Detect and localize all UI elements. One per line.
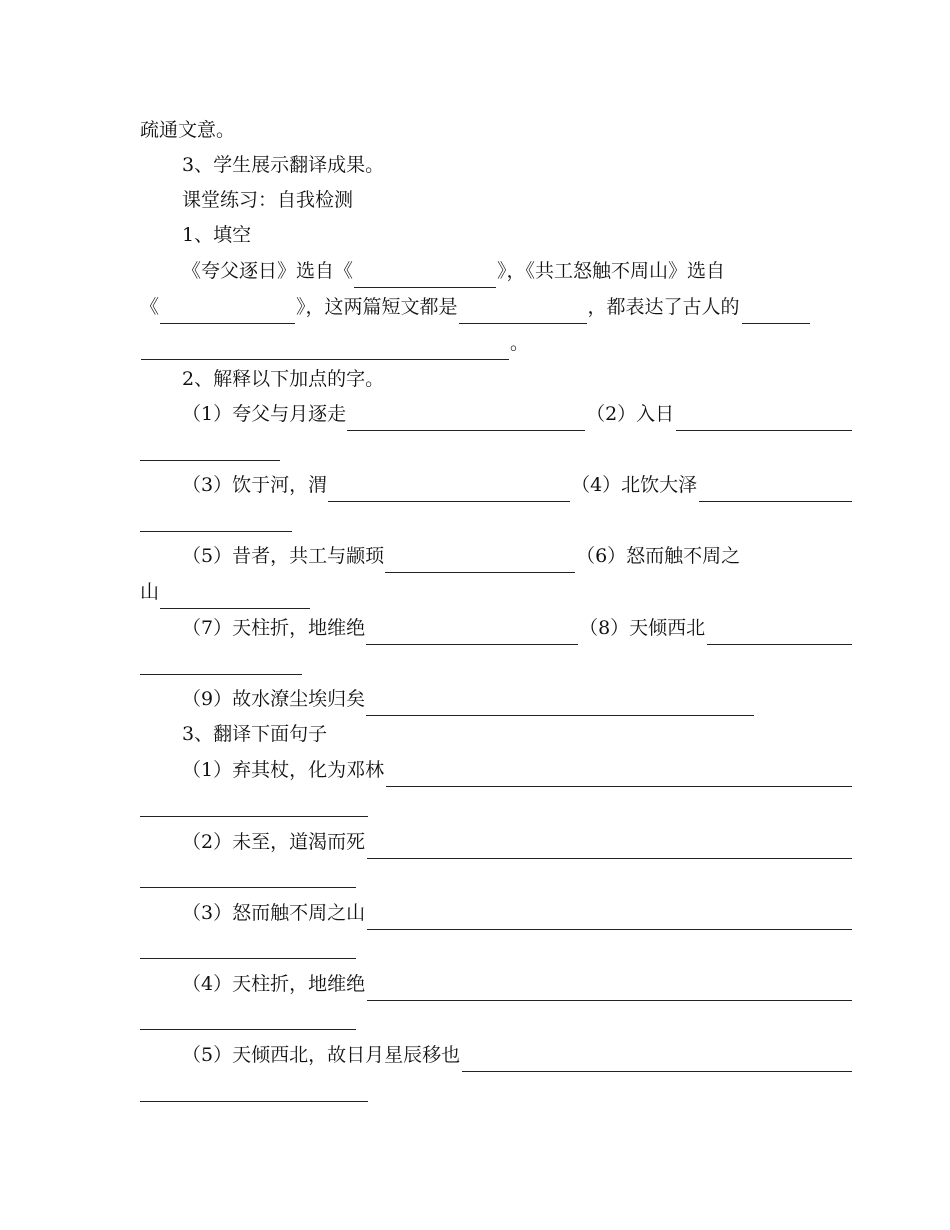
answer-blank-continued[interactable]	[140, 673, 302, 675]
q2-row-1	[140, 397, 854, 431]
answer-blank[interactable]	[386, 761, 852, 787]
q2-row-3-continued	[140, 575, 812, 609]
blank-source-1[interactable]	[354, 263, 496, 288]
answer-blank[interactable]	[676, 405, 852, 431]
q3-item: （2）未至，道渴而死	[182, 831, 366, 853]
answer-blank-continued[interactable]	[140, 1028, 356, 1030]
answer-blank[interactable]	[699, 476, 852, 502]
q3-row-1	[140, 753, 854, 787]
answer-blank[interactable]	[328, 477, 570, 502]
q3-row-5	[140, 1038, 854, 1072]
q1-text: 》，《共工怒触不周山》选自	[497, 260, 726, 282]
q3-item: （1）弃其杖，化为邓林	[182, 759, 385, 781]
q1-heading: 1、填空	[182, 224, 252, 246]
q1-text: 。	[510, 332, 530, 354]
q1-text: 《夸父逐日》选自《	[182, 260, 354, 282]
answer-blank-continued[interactable]	[140, 1100, 368, 1102]
answer-blank[interactable]	[366, 620, 578, 645]
answer-blank-continued[interactable]	[140, 886, 356, 888]
answer-blank-continued[interactable]	[140, 530, 292, 532]
q3-item: （5）天倾西北，故日月星辰移也	[182, 1044, 461, 1066]
q3-item: （4）天柱折，地维绝	[182, 973, 366, 995]
blank-theme[interactable]	[742, 298, 810, 324]
blank-theme-continued[interactable]	[141, 335, 509, 360]
q2-item: （4）北饮大泽	[571, 474, 698, 496]
answer-blank[interactable]	[347, 406, 585, 431]
q1-text: 《	[140, 296, 160, 318]
q3-heading: 3、翻译下面句子	[182, 723, 328, 745]
q1-text: 》，这两篇短文都是	[296, 296, 458, 318]
q2-item: （2）入日	[586, 403, 675, 425]
q3-row-4	[140, 967, 854, 1001]
q3-row-3	[140, 896, 854, 930]
q2-row-5	[140, 682, 854, 716]
blank-source-2[interactable]	[160, 299, 295, 324]
answer-blank[interactable]	[462, 1046, 852, 1072]
q2-item: （9）故水潦尘埃归矣	[182, 688, 366, 710]
q2-item: （1）夸父与月逐走	[182, 403, 347, 425]
q3-item: （3）怒而触不周之山	[182, 902, 366, 924]
q2-item: （7）天柱折，地维绝	[182, 617, 366, 639]
answer-blank[interactable]	[366, 691, 754, 716]
answer-blank-continued[interactable]	[140, 957, 356, 959]
q2-item: （5）昔者，共工与颛顼	[182, 545, 385, 567]
q1-line-1	[140, 254, 854, 288]
answer-blank-continued[interactable]	[140, 459, 280, 461]
q2-heading: 2、解释以下加点的字。	[182, 368, 385, 390]
q1-line-3	[140, 326, 812, 360]
answer-blank[interactable]	[385, 548, 575, 573]
answer-blank[interactable]	[160, 584, 310, 609]
q2-row-3	[140, 539, 854, 573]
q2-row-2	[140, 468, 854, 502]
practice-heading: 课堂练习：自我检测	[182, 189, 354, 211]
q2-row-4	[140, 611, 854, 645]
blank-genre[interactable]	[459, 299, 587, 324]
step-3-heading: 3、学生展示翻译成果。	[182, 154, 385, 176]
q2-item: （3）饮于河，渭	[182, 474, 328, 496]
line-text: 疏通文意。	[140, 119, 236, 141]
q2-item: （6）怒而触不周之	[576, 545, 741, 567]
answer-blank[interactable]	[367, 833, 852, 859]
answer-blank[interactable]	[367, 904, 852, 930]
answer-blank[interactable]	[367, 975, 852, 1001]
q2-item: 山	[140, 581, 160, 603]
answer-blank-continued[interactable]	[140, 815, 368, 817]
q2-item: （8）天倾西北	[579, 617, 706, 639]
q1-line-2	[140, 290, 812, 324]
answer-blank[interactable]	[707, 619, 852, 645]
q1-text: ，都表达了古人的	[587, 296, 740, 318]
q3-row-2	[140, 825, 854, 859]
